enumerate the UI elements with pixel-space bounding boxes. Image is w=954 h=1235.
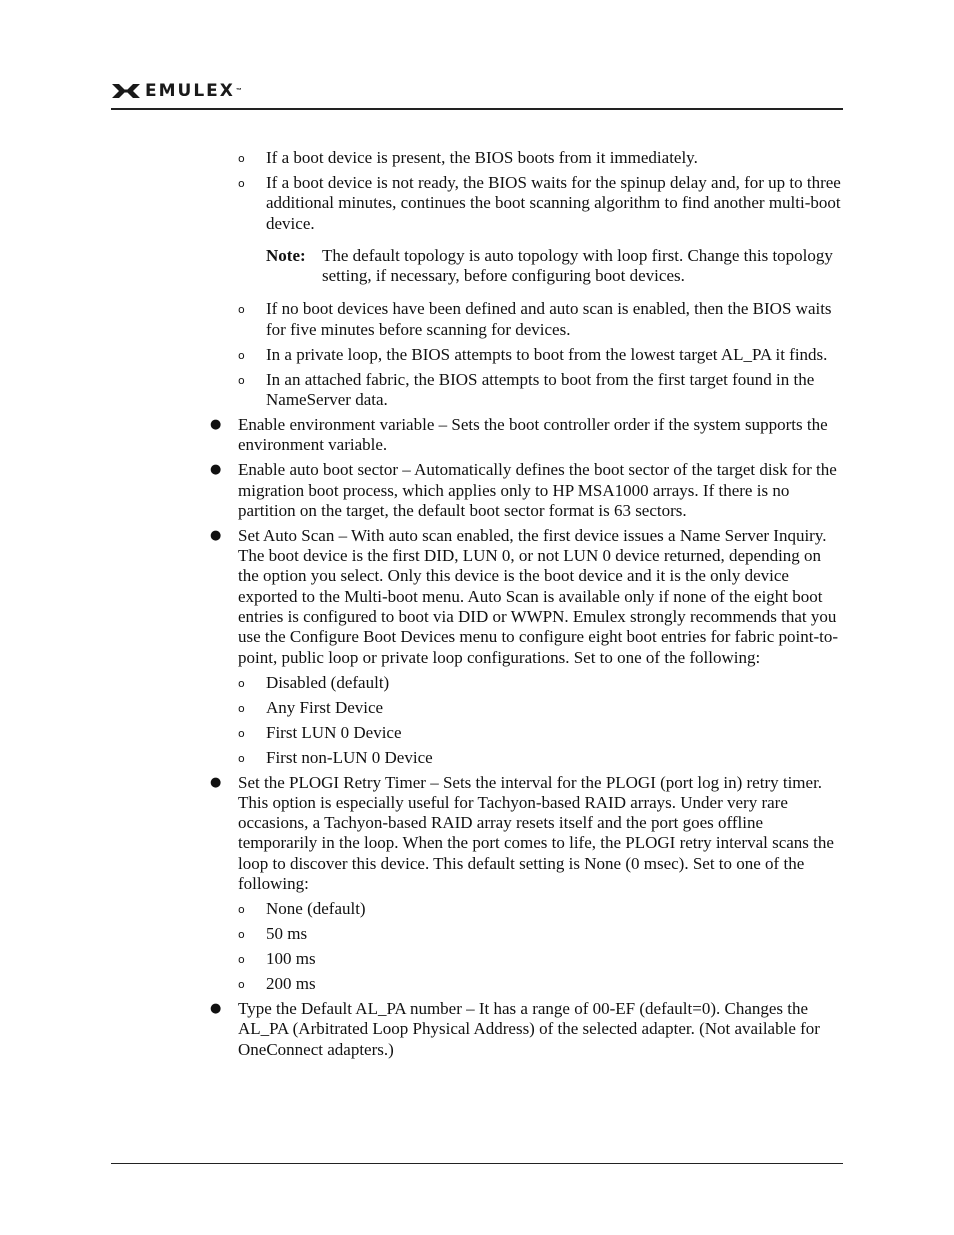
emulex-logo [111, 80, 242, 102]
emulex-logo-mark-icon [111, 82, 141, 100]
circle-bullet-icon: o [238, 928, 245, 942]
sub-list-item [238, 672, 842, 693]
circle-bullet-icon: o [238, 176, 245, 190]
sub-list-item-text: None (default) [266, 899, 366, 919]
sub-list-item-text: In a private loop, the BIOS attempts to boot from the lowest target AL_PA it finds. [266, 344, 828, 364]
sub-list-item [238, 299, 842, 340]
bullet-list-item [210, 998, 842, 1060]
sub-list-item [238, 697, 842, 718]
note-text: The default topology is auto topology with loop first. Change this topology setting, if necessary, before configuring boot devices. [322, 245, 833, 286]
circle-bullet-icon: o [238, 348, 245, 362]
sub-list-item [238, 924, 842, 944]
circle-bullet-icon: o [238, 903, 245, 917]
circle-bullet-icon: o [238, 373, 245, 387]
bullet-list-item [210, 460, 842, 521]
sub-list-item-text: 200 ms [266, 974, 316, 993]
sub-list-item-text: 50 ms [266, 924, 308, 944]
dot-bullet-icon: ● [210, 527, 222, 543]
dot-bullet-icon: ● [210, 1000, 222, 1016]
bullet-list-item-text: Enable environment variable – Sets the boot controller order if the system supports the environment variable. [238, 415, 828, 455]
sub-list-item-text: 100 ms [266, 949, 316, 969]
logo-wordmark: EMULEX™ [145, 81, 242, 101]
circle-bullet-icon: o [238, 978, 245, 991]
sub-list-item [238, 747, 842, 768]
circle-bullet-icon: o [238, 152, 245, 165]
dot-bullet-icon: ● [210, 417, 222, 433]
bullet-list-item [210, 525, 842, 668]
dot-bullet-icon: ● [210, 462, 222, 478]
bullet-list-item-text: Set Auto Scan – With auto scan enabled, the first device issues a Name Server Inquiry. The boot device is the first DID, LUN 0, or not LUN 0 device returned, depending on the option you select. Only this device is the boot device and it is the only device exported to the Multi-boot menu. Auto Scan is available only if none of the eight boot entries is configured to boot via DID or WWPN. Emulex strongly recommends that you use the Configure Boot Devices menu to configure eight boot entries for fabric point-to-point, public loop or private loop configurations. Set to one of the following: [238, 525, 839, 667]
document-body [0, 148, 954, 1065]
sub-list-item [238, 974, 842, 994]
sub-list-item-text: First non-LUN 0 Device [266, 747, 433, 767]
circle-bullet-icon: o [238, 701, 245, 715]
circle-bullet-icon: o [238, 751, 245, 765]
dot-bullet-icon: ● [210, 774, 222, 790]
sub-list-item [238, 148, 842, 168]
circle-bullet-icon: o [238, 726, 245, 740]
sub-list-item-text: First LUN 0 Device [266, 722, 402, 742]
bullet-list-item-text: Enable auto boot sector – Automatically defines the boot sector of the target disk for the migration boot process, which applies only to HP MSA1000 arrays. If there is no partition on the target, the default boot sector format is 63 sectors. [238, 460, 837, 520]
bullet-list-item [210, 772, 842, 895]
bullet-list-item-text: Type the Default AL_PA number – It has a range of 00-EF (default=0). Changes the AL_PA (Arbitrated Loop Physical Address) of the selected adapter. (Not available for OneConnect adapters.) [238, 998, 820, 1059]
bullet-list-item-text: Set the PLOGI Retry Timer – Sets the interval for the PLOGI (port log in) retry timer. This option is especially useful for Tachyon-based RAID arrays. Under very rare occasions, a Tachyon-based RAID array resets itself and the port goes offline temporarily in the loop. When the port comes to life, the PLOGI retry interval scans the loop to discover this device. This default setting is None (0 msec). Set to one of the following: [238, 772, 834, 894]
footer-rule [111, 1163, 843, 1164]
sub-list-item-text: If a boot device is not ready, the BIOS waits for the spinup delay and, for up to three additional minutes, continues the boot scanning algorithm to find another multi-boot device. [266, 172, 841, 233]
note-block [266, 246, 842, 287]
circle-bullet-icon: o [238, 303, 245, 317]
circle-bullet-icon: o [238, 676, 245, 690]
sub-list-item-text: In an attached fabric, the BIOS attempts to boot from the first target found in the NameServer data. [266, 369, 815, 410]
sub-list-item [238, 722, 842, 743]
sub-list-item-text: Disabled (default) [266, 672, 390, 692]
sub-list-item-text: If a boot device is present, the BIOS boots from it immediately. [266, 148, 698, 167]
circle-bullet-icon: o [238, 953, 245, 967]
sub-list-item-text: If no boot devices have been defined and auto scan is enabled, then the BIOS waits for five minutes before scanning for devices. [266, 299, 832, 339]
sub-list-item [238, 899, 842, 919]
sub-list-item [238, 172, 842, 234]
sub-list-item [238, 949, 842, 969]
sub-list-item-text: Any First Device [266, 697, 384, 717]
sub-list-item [238, 369, 842, 411]
sub-list-item [238, 344, 842, 365]
note-label: Note: [266, 245, 306, 265]
header-rule [111, 108, 843, 110]
bullet-list-item [210, 415, 842, 456]
